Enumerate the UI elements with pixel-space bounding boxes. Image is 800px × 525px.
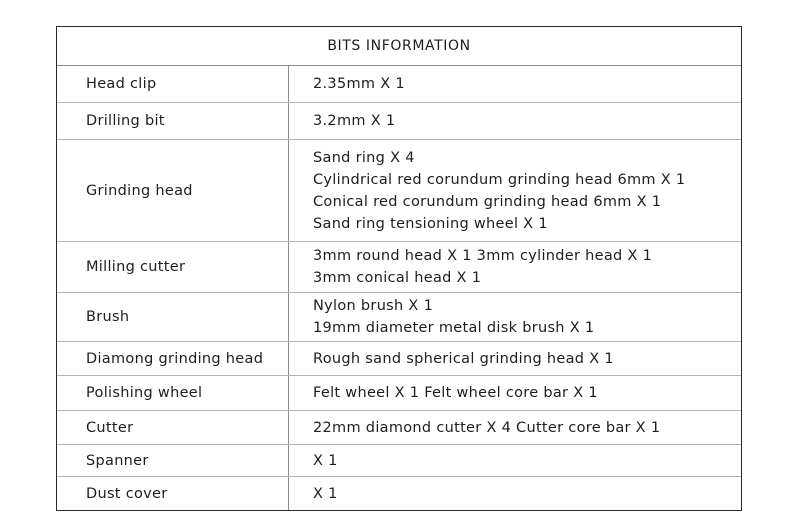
row-value [289, 376, 741, 410]
value-line: 3mm round head X 1 3mm cylinder head X 1 [313, 248, 653, 264]
row-label: Brush [57, 293, 289, 341]
table-row-polishing-wheel [57, 376, 741, 411]
row-value [289, 66, 741, 102]
value-line: Sand ring tensioning wheel X 1 [313, 215, 548, 232]
table-row-head-clip [57, 66, 741, 103]
row-label: Diamong grinding head [57, 342, 289, 375]
value-line: 19mm diameter metal disk brush X 1 [313, 320, 595, 336]
value-line: 3mm conical head X 1 [313, 270, 482, 286]
row-label: Head clip [57, 66, 289, 102]
table-row-dust-cover [57, 477, 741, 510]
value-line: 2.35mm X 1 [313, 76, 405, 92]
value-line: 3.2mm X 1 [313, 113, 396, 129]
table-row-grinding-head [57, 140, 741, 242]
value-line: X 1 [313, 452, 338, 469]
value-line: Cylindrical red corundum grinding head 6mm X 1 [313, 171, 686, 188]
bits-information-table [56, 26, 742, 511]
value-line: Conical red corundum grinding head 6mm X 1 [313, 193, 662, 210]
row-label: Dust cover [57, 477, 289, 510]
table-row-cutter [57, 411, 741, 445]
row-label: Milling cutter [57, 242, 289, 292]
row-value [289, 342, 741, 375]
row-value [289, 293, 741, 341]
row-value [289, 477, 741, 510]
value-line: Rough sand spherical grinding head X 1 [313, 350, 614, 367]
row-label: Grinding head [57, 140, 289, 241]
table-row-brush [57, 293, 741, 342]
row-value [289, 411, 741, 444]
row-label: Drilling bit [57, 103, 289, 139]
value-line: X 1 [313, 485, 338, 502]
value-line: Sand ring X 4 [313, 149, 415, 166]
table-row-spanner [57, 445, 741, 477]
table-row-drilling-bit [57, 103, 741, 140]
row-label: Cutter [57, 411, 289, 444]
row-value [289, 242, 741, 292]
row-value [289, 140, 741, 241]
table-row-milling-cutter [57, 242, 741, 293]
value-line: 22mm diamond cutter X 4 Cutter core bar X 1 [313, 419, 661, 436]
table-title: BITS INFORMATION [57, 27, 741, 66]
row-value [289, 445, 741, 476]
value-line: Felt wheel X 1 Felt wheel core bar X 1 [313, 385, 598, 401]
row-value [289, 103, 741, 139]
table-row-diamong-grinding-head [57, 342, 741, 376]
row-label: Polishing wheel [57, 376, 289, 410]
value-line: Nylon brush X 1 [313, 298, 434, 314]
row-label: Spanner [57, 445, 289, 476]
